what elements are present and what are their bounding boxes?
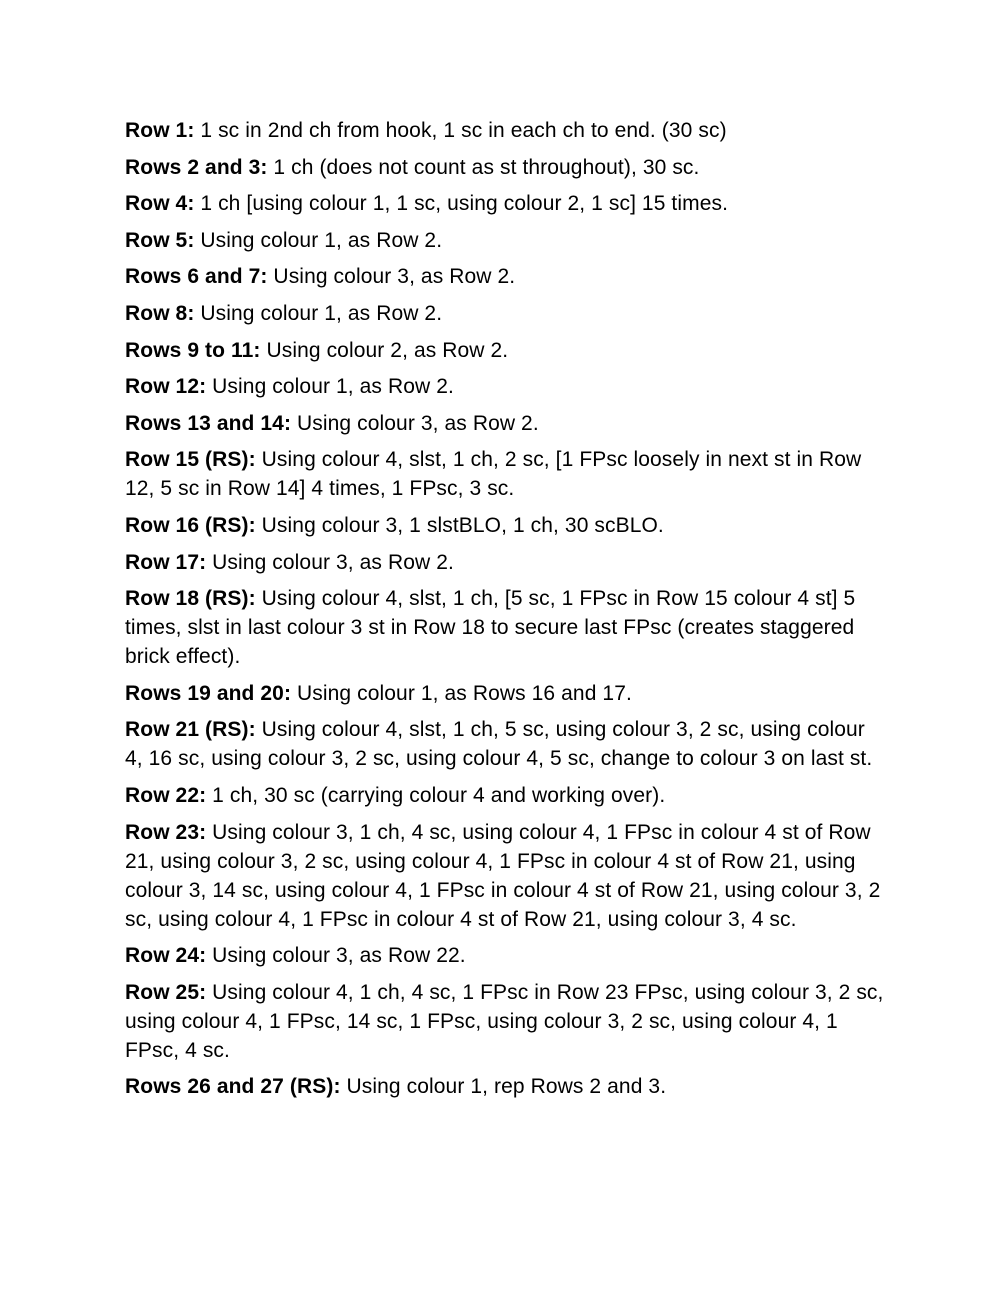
- instruction-row-16: [125, 511, 885, 540]
- row-text: Using colour 1, as Rows 16 and 17.: [291, 681, 632, 705]
- instruction-row-21: [125, 715, 885, 773]
- instruction-row-25: [125, 978, 885, 1065]
- row-label: Row 16 (RS):: [125, 513, 256, 537]
- instruction-rows-19-20: [125, 679, 885, 708]
- row-text: Using colour 3, as Row 2.: [291, 411, 539, 435]
- row-text: Using colour 2, as Row 2.: [260, 338, 509, 362]
- row-label: Rows 2 and 3:: [125, 155, 268, 179]
- instruction-row-24: [125, 941, 885, 970]
- row-label: Row 1:: [125, 119, 195, 142]
- instruction-rows-9-11: [125, 336, 885, 365]
- instruction-row-12: [125, 372, 885, 401]
- row-text: Using colour 1, rep Rows 2 and 3.: [340, 1075, 667, 1099]
- row-label: Row 5:: [125, 228, 195, 252]
- instruction-rows-26-27: [125, 1072, 885, 1101]
- instruction-row-17: [125, 548, 885, 577]
- row-text: 1 ch, 30 sc (carrying colour 4 and working over).: [206, 783, 666, 807]
- instruction-row-15: [125, 445, 885, 503]
- row-text: Using colour 3, as Row 2.: [206, 550, 454, 574]
- instruction-row-22: [125, 781, 885, 810]
- row-label: Row 17:: [125, 550, 207, 574]
- instruction-rows-13-14: [125, 409, 885, 438]
- row-text: 1 sc in 2nd ch from hook, 1 sc in each ch to end. (30 sc): [194, 119, 727, 142]
- row-text: 1 ch (does not count as st throughout), 30 sc.: [267, 155, 700, 179]
- row-label: Rows 26 and 27 (RS):: [125, 1075, 341, 1099]
- row-text: 1 ch [using colour 1, 1 sc, using colour 2, 1 sc] 15 times.: [194, 192, 729, 216]
- row-label: Row 18 (RS):: [125, 587, 256, 611]
- instruction-row-1: [125, 116, 885, 145]
- row-label: Row 24:: [125, 944, 207, 968]
- instruction-row-4: [125, 189, 885, 218]
- row-text: Using colour 1, as Row 2.: [194, 228, 443, 252]
- instruction-row-18: [125, 584, 885, 671]
- row-label: Row 4:: [125, 192, 195, 216]
- row-label: Row 22:: [125, 783, 207, 807]
- row-label: Rows 13 and 14:: [125, 411, 292, 435]
- row-text: Using colour 4, slst, 1 ch, 5 sc, using colour 3, 2 sc, using colour 4, 16 sc, using colour 3, 2 sc, using colour 4, 5 sc, change to colour 3 on last st.: [125, 718, 873, 771]
- instruction-row-23: [125, 818, 885, 934]
- row-text: Using colour 4, 1 ch, 4 sc, 1 FPsc in Row 23 FPsc, using colour 3, 2 sc, using colour 4, 1 FPsc, 14 sc, 1 FPsc, using colour 3, 2 sc, using colour 4, 1 FPsc, 4 sc.: [125, 980, 884, 1062]
- row-text: Using colour 4, slst, 1 ch, 2 sc, [1 FPsc loosely in next st in Row 12, 5 sc in Row 14] 4 times, 1 FPsc, 3 sc.: [125, 448, 862, 501]
- row-text: Using colour 1, as Row 2.: [194, 301, 443, 325]
- row-text: Using colour 3, 1 ch, 4 sc, using colour 4, 1 FPsc in colour 4 st of Row 21, using colour 3, 2 sc, using colour 4, 1 FPsc in colour 4 st of Row 21, using colour 3, 14 sc, using colour 4, 1 FPsc in colour 4 st of Row 21, using colour 3, 2 sc, using colour 4, 1 FPsc in colour 4 st of Row 21, using colour 3, 4 sc.: [125, 820, 881, 931]
- instruction-rows-6-7: [125, 262, 885, 291]
- row-text: Using colour 3, 1 slstBLO, 1 ch, 30 scBLO.: [255, 513, 664, 537]
- row-label: Row 8:: [125, 301, 195, 325]
- row-text: Using colour 3, as Row 22.: [206, 944, 466, 968]
- pattern-instructions: [125, 116, 885, 1109]
- row-text: Using colour 4, slst, 1 ch, [5 sc, 1 FPsc in Row 15 colour 4 st] 5 times, slst in last colour 3 st in Row 18 to secure last FPsc (creates staggered brick effect).: [125, 587, 856, 669]
- row-label: Row 21 (RS):: [125, 718, 256, 742]
- row-text: Using colour 1, as Row 2.: [206, 375, 454, 399]
- row-label: Row 12:: [125, 375, 207, 399]
- row-text: Using colour 3, as Row 2.: [267, 265, 516, 289]
- row-label: Row 25:: [125, 980, 207, 1004]
- instruction-row-5: [125, 226, 885, 255]
- row-label: Row 15 (RS):: [125, 448, 256, 472]
- row-label: Rows 19 and 20:: [125, 681, 292, 705]
- row-label: Rows 9 to 11:: [125, 338, 261, 362]
- row-label: Rows 6 and 7:: [125, 265, 268, 289]
- row-label: Row 23:: [125, 820, 207, 844]
- instruction-row-8: [125, 299, 885, 328]
- instruction-rows-2-3: [125, 153, 885, 182]
